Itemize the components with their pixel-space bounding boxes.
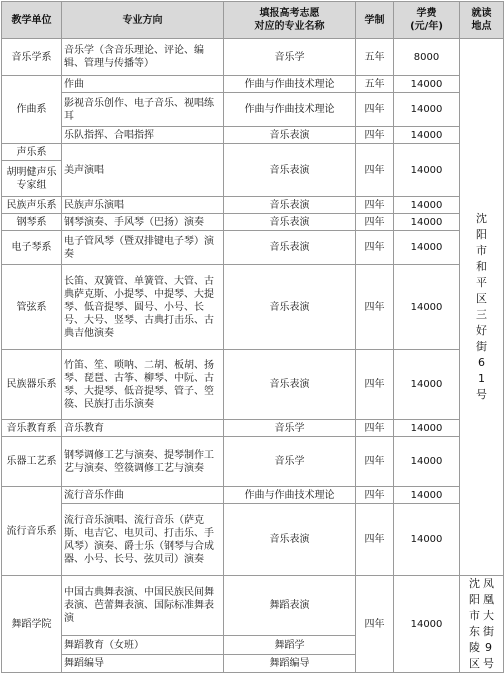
table-row — [2, 420, 504, 437]
years-cell: 四年 — [356, 265, 394, 350]
major-cell: 音乐表演 — [224, 197, 356, 214]
years-cell: 四年 — [356, 214, 394, 231]
direction-cell: 音乐学（含音乐理论、评论、编辑、管理与传播等） — [62, 39, 224, 76]
years-cell: 四年 — [356, 127, 394, 144]
fee-cell: 14000 — [394, 144, 460, 197]
years-cell: 四年 — [356, 93, 394, 127]
header-major-name: 填报高考志愿 对应的专业名称 — [224, 2, 356, 39]
major-cell: 音乐表演 — [224, 504, 356, 576]
years-cell: 四年 — [356, 350, 394, 420]
location-text-a: 沈阳市东陵区 — [469, 577, 480, 670]
unit-cell: 音乐学系 — [2, 39, 62, 76]
major-cell: 音乐表演 — [224, 265, 356, 350]
header-location: 就读 地点 — [460, 2, 504, 39]
direction-cell: 钢琴调修工艺与演奏、提琴制作工艺与演奏、箜篌调修工艺与演奏 — [62, 437, 224, 487]
fee-cell: 14000 — [394, 576, 460, 673]
major-cell: 作曲与作曲技术理论 — [224, 93, 356, 127]
header-years: 学制 — [356, 2, 394, 39]
direction-cell: 舞蹈教育（女班） — [62, 636, 224, 654]
direction-cell: 电子管风琴（暨双排键电子琴）演奏 — [62, 231, 224, 265]
header-fee: 学费 (元/年) — [394, 2, 460, 39]
direction-cell: 钢琴演奏、手风琴（巴扬）演奏 — [62, 214, 224, 231]
fee-cell: 14000 — [394, 127, 460, 144]
years-cell: 四年 — [356, 231, 394, 265]
direction-cell: 影视音乐创作、电子音乐、视唱练耳 — [62, 93, 224, 127]
major-cell: 作曲与作曲技术理论 — [224, 487, 356, 504]
header-unit: 教学单位 — [2, 2, 62, 39]
major-cell: 音乐学 — [224, 39, 356, 76]
major-cell: 音乐表演 — [224, 214, 356, 231]
direction-cell: 美声演唱 — [62, 144, 224, 197]
major-cell: 音乐学 — [224, 420, 356, 437]
major-cell: 舞蹈编导 — [224, 654, 356, 672]
major-cell: 音乐表演 — [224, 144, 356, 197]
major-cell: 音乐学 — [224, 437, 356, 487]
major-cell: 音乐表演 — [224, 350, 356, 420]
table-row — [2, 350, 504, 420]
table-row — [2, 93, 504, 127]
location-cell-1 — [460, 39, 504, 576]
fee-cell: 14000 — [394, 265, 460, 350]
unit-cell: 民族器乐系 — [2, 350, 62, 420]
major-cell: 音乐表演 — [224, 127, 356, 144]
unit-cell: 钢琴系 — [2, 214, 62, 231]
direction-cell: 民族声乐演唱 — [62, 197, 224, 214]
fee-cell: 8000 — [394, 39, 460, 76]
table-row — [2, 504, 504, 576]
header-direction: 专业方向 — [62, 2, 224, 39]
unit-cell: 民族声乐系 — [2, 197, 62, 214]
location-text-b: 凤凰大街9号 — [483, 577, 494, 670]
years-cell: 四年 — [356, 144, 394, 197]
direction-cell: 作曲 — [62, 76, 224, 93]
major-cell: 舞蹈表演 — [224, 576, 356, 636]
unit-cell: 作曲系 — [2, 76, 62, 144]
unit-cell: 管弦系 — [2, 265, 62, 350]
years-cell: 四年 — [356, 487, 394, 504]
fee-cell: 14000 — [394, 420, 460, 437]
fee-cell: 14000 — [394, 231, 460, 265]
direction-cell: 流行音乐作曲 — [62, 487, 224, 504]
unit-cell: 胡明健声乐专家组 — [2, 161, 62, 197]
direction-cell: 乐队指挥、合唱指挥 — [62, 127, 224, 144]
table-row — [2, 39, 504, 76]
fee-cell: 14000 — [394, 76, 460, 93]
tuition-table — [1, 1, 504, 673]
direction-cell: 音乐教育 — [62, 420, 224, 437]
fee-cell: 14000 — [394, 350, 460, 420]
header-row — [2, 2, 504, 39]
unit-cell: 音乐教育系 — [2, 420, 62, 437]
table-row — [2, 437, 504, 487]
years-cell: 四年 — [356, 437, 394, 487]
fee-cell: 14000 — [394, 197, 460, 214]
years-cell: 五年 — [356, 39, 394, 76]
unit-cell: 乐器工艺系 — [2, 437, 62, 487]
years-cell: 四年 — [356, 576, 394, 673]
years-cell: 五年 — [356, 76, 394, 93]
location-cell-2 — [460, 576, 504, 673]
direction-cell: 竹笛、笙、唢呐、二胡、板胡、扬琴、琵琶、古筝、柳琴、中阮、古琴、大提琴、低音提琴、管子、箜篌、民族打击乐演奏 — [62, 350, 224, 420]
table-row — [2, 576, 504, 636]
table-row — [2, 265, 504, 350]
fee-cell: 14000 — [394, 504, 460, 576]
direction-cell: 流行音乐演唱、流行音乐（萨克斯、电吉它、电贝司、打击乐、手风琴）演奏、爵士乐（钢琴与合成器、小号、长号、弦贝司）演奏 — [62, 504, 224, 576]
table-row — [2, 487, 504, 504]
fee-cell: 14000 — [394, 487, 460, 504]
years-cell: 四年 — [356, 197, 394, 214]
table-row — [2, 76, 504, 93]
major-cell: 作曲与作曲技术理论 — [224, 76, 356, 93]
fee-cell: 14000 — [394, 93, 460, 127]
major-cell: 音乐表演 — [224, 231, 356, 265]
table-row — [2, 144, 504, 161]
unit-cell: 电子琴系 — [2, 231, 62, 265]
years-cell: 四年 — [356, 504, 394, 576]
major-cell: 舞蹈学 — [224, 636, 356, 654]
direction-cell: 舞蹈编导 — [62, 654, 224, 672]
table-row — [2, 197, 504, 214]
direction-cell: 中国古典舞表演、中国民族民间舞表演、芭蕾舞表演、国际标准舞表演 — [62, 576, 224, 636]
table-row — [2, 214, 504, 231]
unit-cell: 流行音乐系 — [2, 487, 62, 576]
fee-cell: 14000 — [394, 437, 460, 487]
direction-cell: 长笛、双簧管、单簧管、大管、古典萨克斯、小提琴、中提琴、大提琴、低音提琴、圆号、小号、长号、大号、竖琴、古典打击乐、古典吉他演奏 — [62, 265, 224, 350]
unit-cell: 声乐系 — [2, 144, 62, 161]
years-cell: 四年 — [356, 420, 394, 437]
fee-cell: 14000 — [394, 214, 460, 231]
unit-cell: 舞蹈学院 — [2, 576, 62, 673]
table-row — [2, 127, 504, 144]
table-row — [2, 231, 504, 265]
location-text: 沈阳市和平区三好街61号 — [476, 212, 487, 401]
